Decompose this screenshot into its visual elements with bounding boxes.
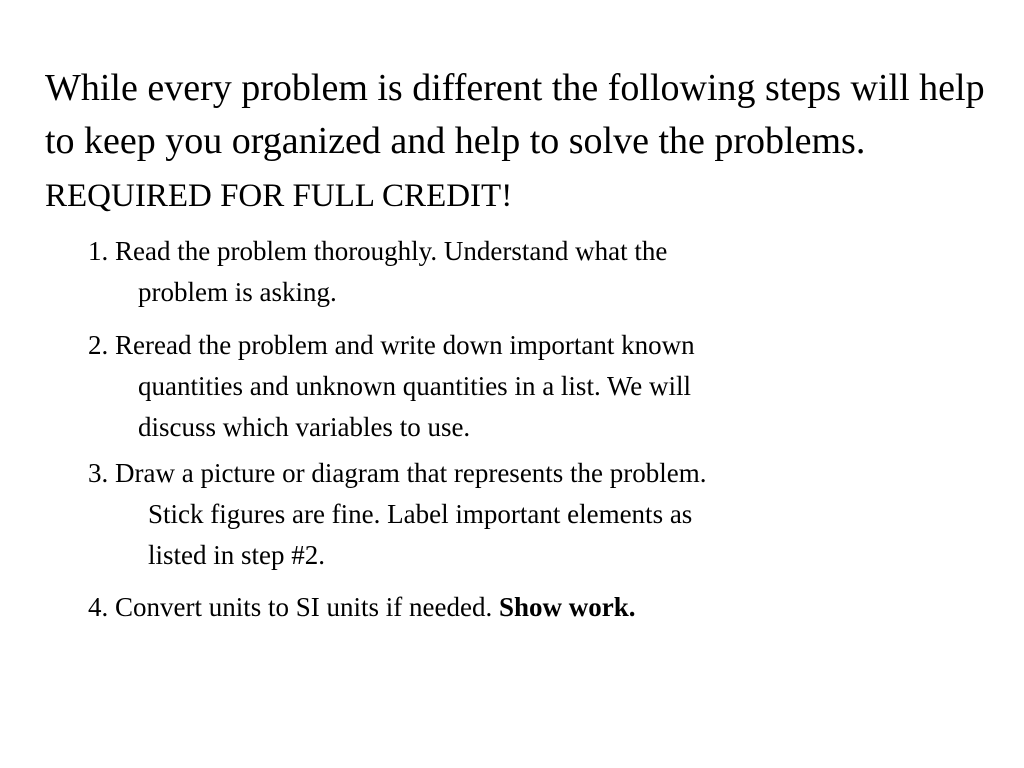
step-line: 1. Read the problem thoroughly. Understand what the [88, 236, 668, 266]
step-line: problem is asking. [138, 277, 337, 307]
step-item [88, 587, 636, 628]
step-line: Stick figures are fine. Label important elements as [148, 499, 693, 529]
step-line: 3. Draw a picture or diagram that represents the problem. [88, 458, 707, 488]
show-work-emphasis: Show work. [498, 592, 636, 622]
step-line: quantities and unknown quantities in a list. We will [138, 371, 692, 401]
intro-text: While every problem is different the following steps will help to keep you organized and help to solve the problems. [45, 67, 985, 162]
required-note: REQUIRED FOR FULL CREDIT! [45, 178, 513, 214]
step-line: listed in step #2. [148, 540, 325, 570]
step-line: discuss which variables to use. [138, 412, 471, 442]
step-line: 4. Convert units to SI units if needed. [88, 592, 493, 622]
step-item [88, 231, 667, 313]
step-item [88, 453, 707, 576]
step-line: 2. Reread the problem and write down important known [88, 330, 695, 360]
step-item [88, 325, 695, 448]
intro-paragraph [45, 62, 1005, 223]
